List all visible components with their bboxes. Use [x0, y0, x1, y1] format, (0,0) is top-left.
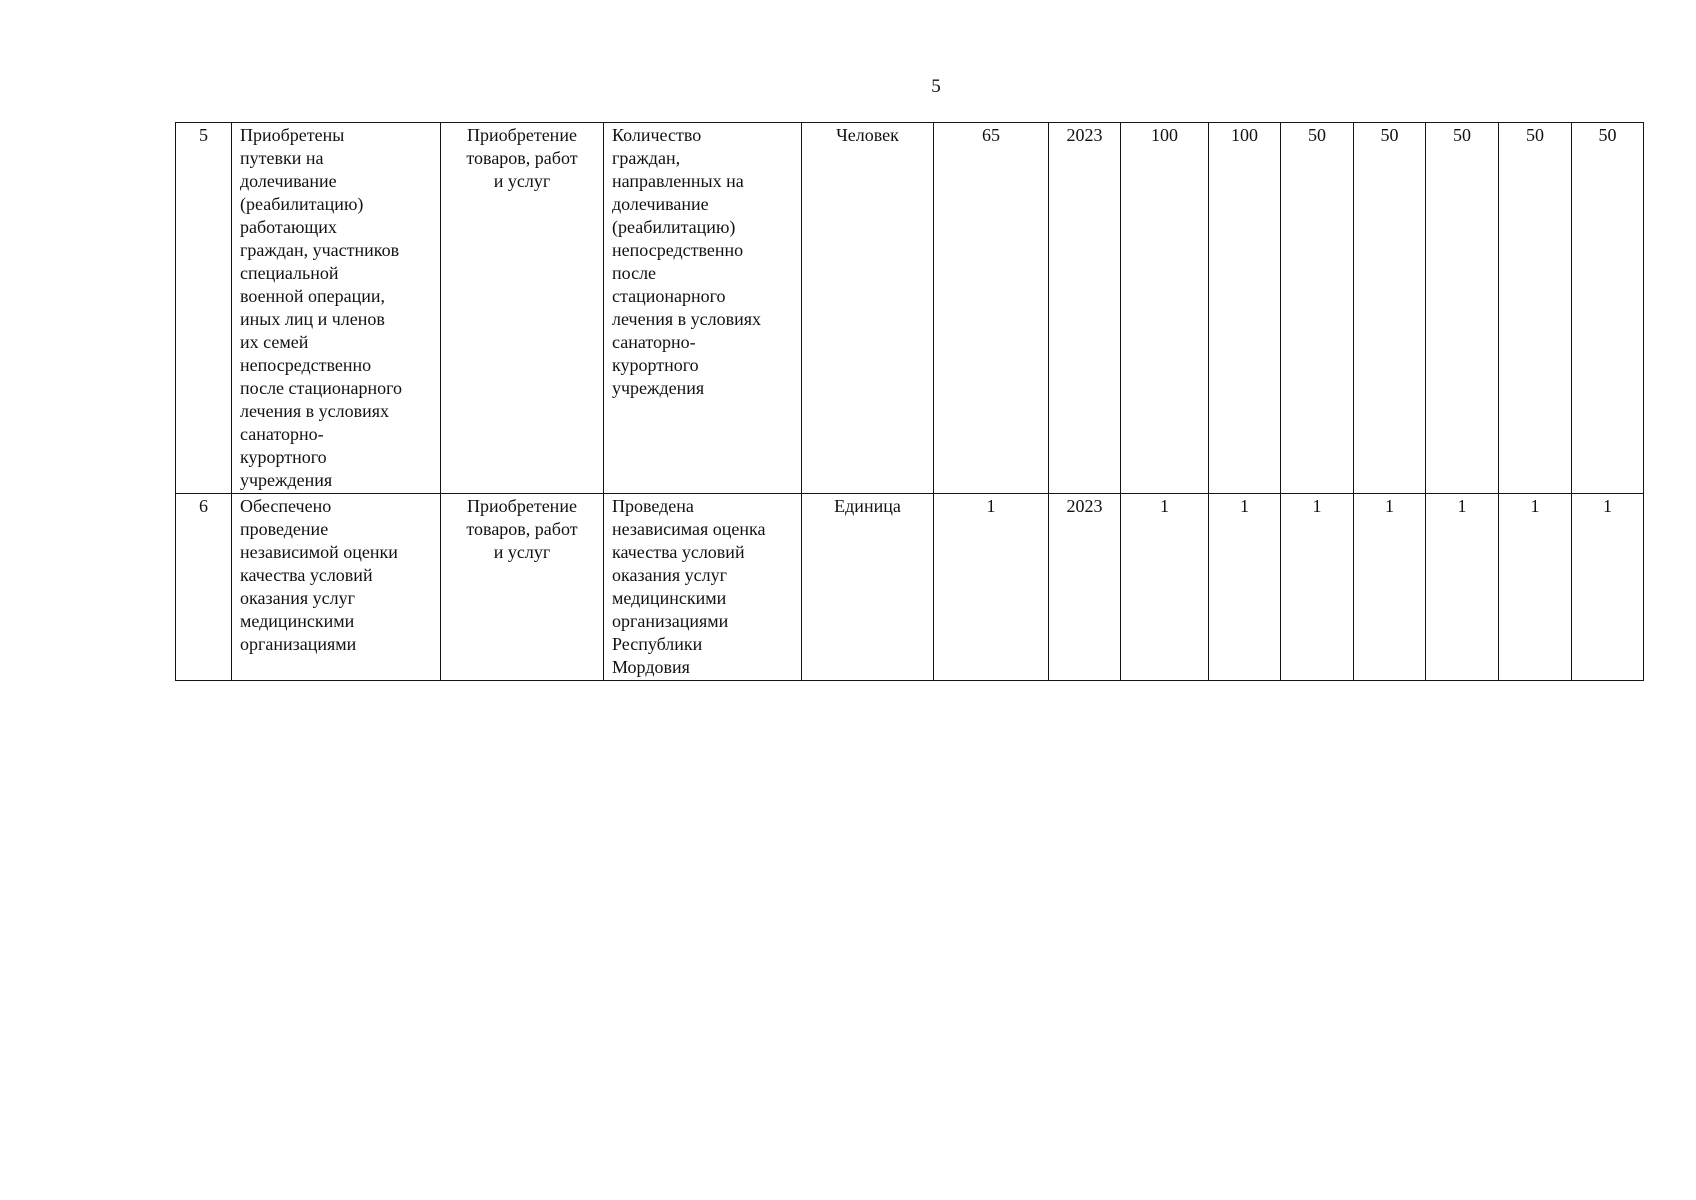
base-year: 2023 [1049, 494, 1121, 681]
result-name: Приобретены путевки на долечивание (реабилитацию) работающих граждан, участников специальной военной операции, иных лиц и членов их семей непосредственно после стационарного лечения в условиях санаторно- курортного учреждения [232, 123, 441, 494]
year-value: 100 [1121, 123, 1209, 494]
result-name: Обеспечено проведение независимой оценки качества условий оказания услуг медицинскими организациями [232, 494, 441, 681]
row-number: 6 [176, 494, 232, 681]
year-value: 50 [1354, 123, 1426, 494]
base-value: 1 [934, 494, 1049, 681]
page-number: 5 [931, 76, 941, 97]
table-row [176, 123, 1644, 494]
indicator-name: Проведена независимая оценка качества условий оказания услуг медицинскими организациями Республики Мордовия [604, 494, 802, 681]
unit-of-measure: Единица [802, 494, 934, 681]
result-category: Приобретение товаров, работ и услуг [441, 123, 604, 494]
table-row [176, 494, 1644, 681]
results-table [175, 122, 1644, 681]
indicator-name: Количество граждан, направленных на долечивание (реабилитацию) непосредственно после стационарного лечения в условиях санаторно- курортного учреждения [604, 123, 802, 494]
base-year: 2023 [1049, 123, 1121, 494]
year-value: 1 [1281, 494, 1354, 681]
unit-of-measure: Человек [802, 123, 934, 494]
year-value: 1 [1354, 494, 1426, 681]
year-value: 100 [1209, 123, 1281, 494]
year-value: 1 [1572, 494, 1644, 681]
year-value: 1 [1121, 494, 1209, 681]
result-category: Приобретение товаров, работ и услуг [441, 494, 604, 681]
year-value: 1 [1499, 494, 1572, 681]
year-value: 50 [1572, 123, 1644, 494]
base-value: 65 [934, 123, 1049, 494]
year-value: 50 [1426, 123, 1499, 494]
year-value: 1 [1209, 494, 1281, 681]
year-value: 50 [1281, 123, 1354, 494]
year-value: 50 [1499, 123, 1572, 494]
year-value: 1 [1426, 494, 1499, 681]
row-number: 5 [176, 123, 232, 494]
